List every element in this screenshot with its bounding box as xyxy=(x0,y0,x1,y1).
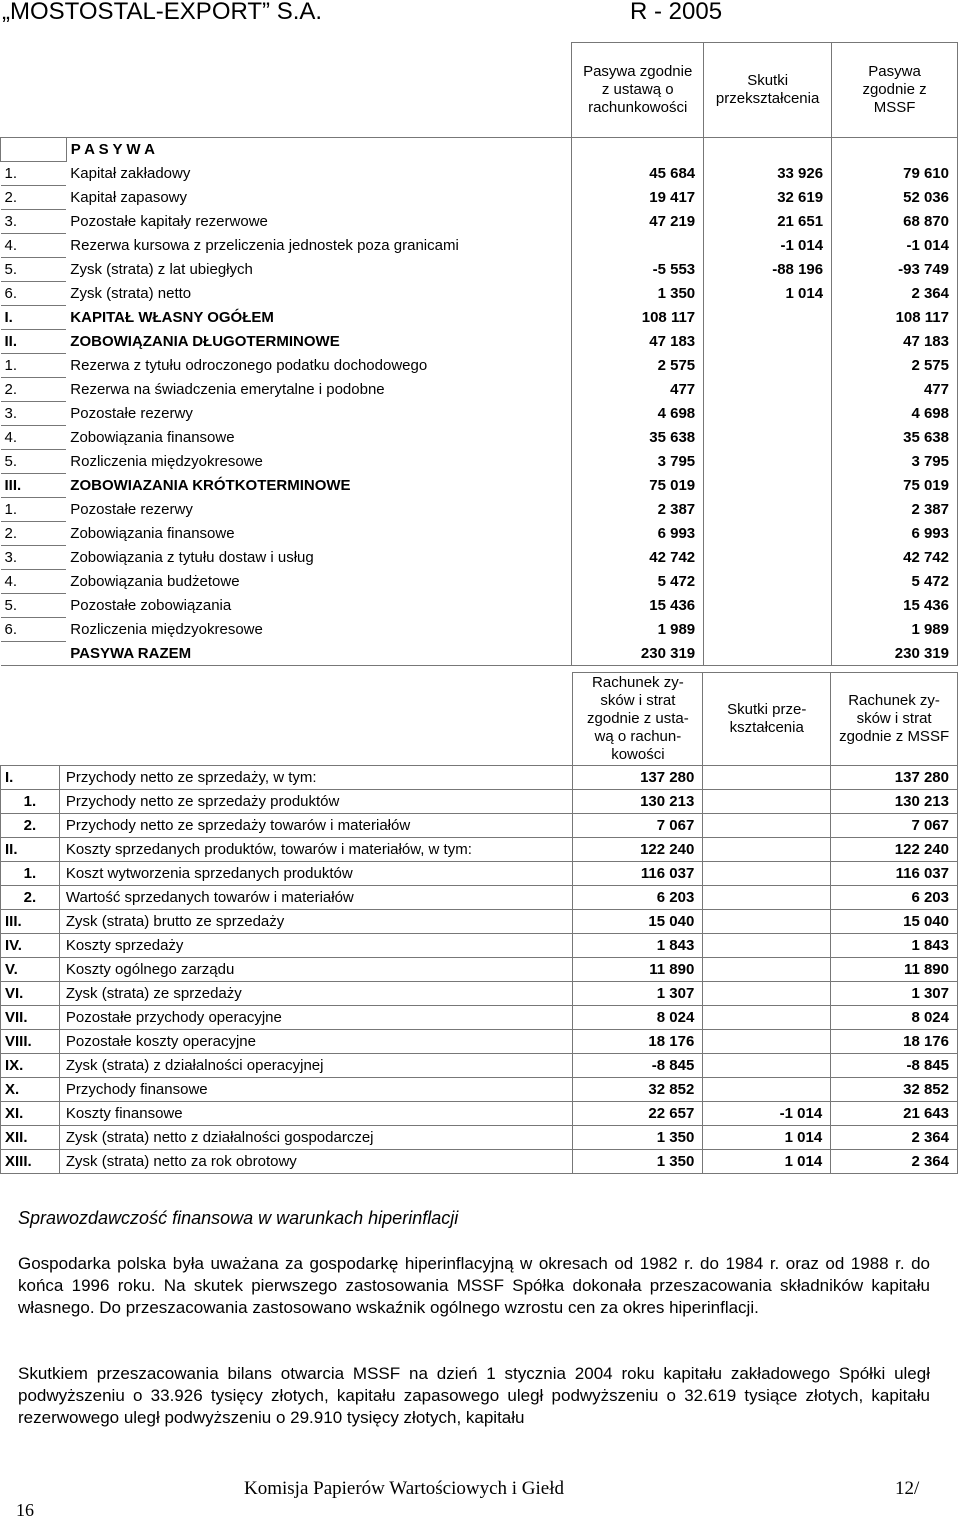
income-value-skutki xyxy=(703,934,831,958)
passive-row-number xyxy=(1,642,67,666)
income-table xyxy=(0,672,958,1174)
passive-row xyxy=(1,426,958,450)
passive-value-mssf: 2 575 xyxy=(832,354,958,378)
income-row-label: Wartość sprzedanych towarów i materiałów xyxy=(59,886,573,910)
passive-value-mssf: 42 742 xyxy=(832,546,958,570)
passive-row-number: 2. xyxy=(1,522,67,546)
passive-table xyxy=(0,42,958,666)
income-value-mssf: 130 213 xyxy=(831,790,958,814)
income-row-number: XI. xyxy=(1,1102,60,1126)
passive-row xyxy=(1,498,958,522)
income-value-mssf: 116 037 xyxy=(831,862,958,886)
passive-value-mssf: 2 364 xyxy=(832,282,958,306)
income-row xyxy=(1,886,958,910)
income-row-label: Zysk (strata) brutto ze sprzedaży xyxy=(59,910,573,934)
income-row-number: III. xyxy=(1,910,60,934)
passive-row xyxy=(1,570,958,594)
passive-value-mssf: 477 xyxy=(832,378,958,402)
income-row xyxy=(1,766,958,790)
passive-row-number: 3. xyxy=(1,546,67,570)
income-row xyxy=(1,1078,958,1102)
passive-row-number: 5. xyxy=(1,594,67,618)
passive-value-skutki xyxy=(704,618,832,642)
passive-value-skutki: -1 014 xyxy=(704,234,832,258)
income-row-number: VIII. xyxy=(1,1030,60,1054)
income-row-label: Przychody netto ze sprzedaży produktów xyxy=(59,790,573,814)
income-value-skutki xyxy=(703,1006,831,1030)
income-value-mssf: 21 643 xyxy=(831,1102,958,1126)
income-row xyxy=(1,1102,958,1126)
income-value-ustawa: 18 176 xyxy=(573,1030,703,1054)
passive-value-ustawa: 230 319 xyxy=(572,642,704,666)
passive-value-ustawa: 19 417 xyxy=(572,186,704,210)
passive-row-number: 1. xyxy=(1,498,67,522)
income-value-skutki xyxy=(703,886,831,910)
income-row-label: Zysk (strata) ze sprzedaży xyxy=(59,982,573,1006)
income-row-label: Koszty ogólnego zarządu xyxy=(59,958,573,982)
passive-value-skutki xyxy=(704,546,832,570)
passive-row-label: Rozliczenia międzyokresowe xyxy=(66,450,571,474)
passive-row-number: 6. xyxy=(1,618,67,642)
passive-value-mssf: 47 183 xyxy=(832,330,958,354)
footer-page-number: 12/ xyxy=(895,1478,920,1499)
passive-value-skutki xyxy=(704,450,832,474)
income-value-ustawa: 7 067 xyxy=(573,814,703,838)
passive-value-ustawa: 15 436 xyxy=(572,594,704,618)
passive-value-ustawa: 47 219 xyxy=(572,210,704,234)
passive-row-label: Kapitał zakładowy xyxy=(66,162,571,186)
passive-value-skutki xyxy=(704,594,832,618)
passive-row-number: 2. xyxy=(1,186,67,210)
income-row xyxy=(1,790,958,814)
passive-row xyxy=(1,618,958,642)
passive-value-mssf: 1 989 xyxy=(832,618,958,642)
passive-value-mssf: 4 698 xyxy=(832,402,958,426)
income-row-label: Zysk (strata) netto z działalności gospodarczej xyxy=(59,1126,573,1150)
passive-section-title: P A S Y W A xyxy=(66,138,571,162)
passive-value-ustawa: 47 183 xyxy=(572,330,704,354)
income-value-ustawa: 122 240 xyxy=(573,838,703,862)
passive-value-skutki xyxy=(704,642,832,666)
income-value-mssf: -8 845 xyxy=(831,1054,958,1078)
income-row xyxy=(1,1006,958,1030)
passive-value-skutki xyxy=(704,378,832,402)
passive-row-label: Zysk (strata) netto xyxy=(66,282,571,306)
passive-row-label: Pozostałe rezerwy xyxy=(66,402,571,426)
passive-row xyxy=(1,162,958,186)
income-row xyxy=(1,910,958,934)
income-row xyxy=(1,814,958,838)
passive-value-skutki xyxy=(704,570,832,594)
passive-row xyxy=(1,378,958,402)
income-row xyxy=(1,1054,958,1078)
income-value-skutki xyxy=(703,958,831,982)
income-value-ustawa: 32 852 xyxy=(573,1078,703,1102)
income-row-label: Zysk (strata) z działalności operacyjnej xyxy=(59,1054,573,1078)
income-value-ustawa: 1 350 xyxy=(573,1126,703,1150)
income-value-ustawa: 1 350 xyxy=(573,1150,703,1174)
income-value-skutki xyxy=(703,910,831,934)
passive-row xyxy=(1,474,958,498)
passive-row-number: 5. xyxy=(1,450,67,474)
passive-row-number: 3. xyxy=(1,402,67,426)
passive-value-mssf: 230 319 xyxy=(832,642,958,666)
income-value-ustawa: 130 213 xyxy=(573,790,703,814)
passive-row-number: 4. xyxy=(1,234,67,258)
income-row xyxy=(1,982,958,1006)
income-row-number: 2. xyxy=(1,814,60,838)
passive-row-label: Zobowiązania finansowe xyxy=(66,522,571,546)
income-value-mssf: 15 040 xyxy=(831,910,958,934)
passive-row-number: 6. xyxy=(1,282,67,306)
passive-row-label: Rezerwa na świadczenia emerytalne i podobne xyxy=(66,378,571,402)
income-row-number: IX. xyxy=(1,1054,60,1078)
passive-value-mssf: -1 014 xyxy=(832,234,958,258)
income-row-label: Koszt wytworzenia sprzedanych produktów xyxy=(59,862,573,886)
passive-row xyxy=(1,282,958,306)
income-row xyxy=(1,838,958,862)
passive-row-label: Rozliczenia międzyokresowe xyxy=(66,618,571,642)
passive-value-mssf: 6 993 xyxy=(832,522,958,546)
passive-row xyxy=(1,330,958,354)
passive-value-mssf: 5 472 xyxy=(832,570,958,594)
income-row xyxy=(1,1030,958,1054)
passive-value-ustawa: 1 989 xyxy=(572,618,704,642)
income-row xyxy=(1,1126,958,1150)
passive-value-ustawa xyxy=(572,234,704,258)
passive-value-ustawa: 42 742 xyxy=(572,546,704,570)
income-value-mssf: 8 024 xyxy=(831,1006,958,1030)
income-value-ustawa: 116 037 xyxy=(573,862,703,886)
passive-col-header-mssf: Pasywa zgodnie z MSSF xyxy=(832,43,958,138)
passive-value-ustawa: 4 698 xyxy=(572,402,704,426)
passive-row xyxy=(1,258,958,282)
passive-value-ustawa: 5 472 xyxy=(572,570,704,594)
passive-row xyxy=(1,402,958,426)
income-value-mssf: 122 240 xyxy=(831,838,958,862)
passive-value-skutki xyxy=(704,498,832,522)
passive-row-label: Pozostałe kapitały rezerwowe xyxy=(66,210,571,234)
footer-text: Komisja Papierów Wartościowych i Giełd xyxy=(244,1478,565,1499)
income-value-skutki xyxy=(703,1078,831,1102)
income-row xyxy=(1,862,958,886)
income-value-skutki xyxy=(703,814,831,838)
passive-value-ustawa: 108 117 xyxy=(572,306,704,330)
passive-row xyxy=(1,234,958,258)
income-value-mssf: 2 364 xyxy=(831,1150,958,1174)
passive-row-label: Pozostałe zobowiązania xyxy=(66,594,571,618)
income-value-mssf: 2 364 xyxy=(831,1126,958,1150)
income-row-number: VII. xyxy=(1,1006,60,1030)
income-row-label: Przychody finansowe xyxy=(59,1078,573,1102)
income-value-skutki: 1 014 xyxy=(703,1150,831,1174)
income-value-mssf: 1 307 xyxy=(831,982,958,1006)
paragraph-revaluation: Skutkiem przeszacowania bilans otwarcia MSSF na dzień 1 stycznia 2004 roku kapitału zakładowego Spółki uległ podwyższeniu o 33.926 tysięcy złotych, kapitału zapasowego uległ podwyższeniu o 32.619 tysiące złotych, kapitału rezerwowego uległ podwyższeniu o 29.910 tysięcy złotych, kapitału xyxy=(18,1364,930,1427)
passive-value-ustawa: 45 684 xyxy=(572,162,704,186)
passive-row xyxy=(1,450,958,474)
passive-value-mssf: 3 795 xyxy=(832,450,958,474)
passive-value-mssf: 2 387 xyxy=(832,498,958,522)
income-row-number: XII. xyxy=(1,1126,60,1150)
passive-row-number: 1. xyxy=(1,162,67,186)
passive-row-label: PASYWA RAZEM xyxy=(66,642,571,666)
passive-row-label: KAPITAŁ WŁASNY OGÓŁEM xyxy=(66,306,571,330)
income-value-ustawa: 22 657 xyxy=(573,1102,703,1126)
section-title: Sprawozdawczość finansowa w warunkach hiperinflacji xyxy=(18,1208,459,1228)
report-code: R - 2005 xyxy=(630,0,723,25)
passive-value-skutki: -88 196 xyxy=(704,258,832,282)
income-value-ustawa: 15 040 xyxy=(573,910,703,934)
passive-value-mssf: 79 610 xyxy=(832,162,958,186)
income-value-skutki xyxy=(703,862,831,886)
income-value-ustawa: 137 280 xyxy=(573,766,703,790)
passive-row-label: Zysk (strata) z lat ubiegłych xyxy=(66,258,571,282)
income-row-number: X. xyxy=(1,1078,60,1102)
income-row-number: 2. xyxy=(1,886,60,910)
income-value-skutki: 1 014 xyxy=(703,1126,831,1150)
income-value-mssf: 1 843 xyxy=(831,934,958,958)
passive-value-skutki xyxy=(704,522,832,546)
passive-value-skutki: 1 014 xyxy=(704,282,832,306)
page-total: 16 xyxy=(16,1500,34,1520)
income-value-skutki xyxy=(703,1030,831,1054)
passive-value-ustawa: -5 553 xyxy=(572,258,704,282)
income-value-skutki xyxy=(703,766,831,790)
passive-value-skutki xyxy=(704,402,832,426)
income-row-number: XIII. xyxy=(1,1150,60,1174)
passive-value-skutki xyxy=(704,426,832,450)
income-value-mssf: 11 890 xyxy=(831,958,958,982)
passive-row-number: 2. xyxy=(1,378,67,402)
income-row-label: Pozostałe przychody operacyjne xyxy=(59,1006,573,1030)
passive-row-label: Rezerwa kursowa z przeliczenia jednostek poza granicami xyxy=(66,234,571,258)
income-row-number: II. xyxy=(1,838,60,862)
income-value-skutki xyxy=(703,982,831,1006)
passive-value-mssf: 75 019 xyxy=(832,474,958,498)
income-col-header-ustawa: Rachunek zy-sków i strat zgodnie z usta-wą o rachun-kowości xyxy=(573,673,703,766)
passive-value-mssf: 52 036 xyxy=(832,186,958,210)
passive-row-label: Zobowiązania budżetowe xyxy=(66,570,571,594)
income-row-label: Koszty sprzedanych produktów, towarów i materiałów, w tym: xyxy=(59,838,573,862)
income-value-mssf: 32 852 xyxy=(831,1078,958,1102)
income-value-skutki xyxy=(703,838,831,862)
passive-row xyxy=(1,186,958,210)
income-row-number: V. xyxy=(1,958,60,982)
passive-value-mssf: 68 870 xyxy=(832,210,958,234)
passive-value-mssf: -93 749 xyxy=(832,258,958,282)
income-value-mssf: 7 067 xyxy=(831,814,958,838)
passive-row xyxy=(1,354,958,378)
passive-value-skutki: 33 926 xyxy=(704,162,832,186)
income-row-number: 1. xyxy=(1,790,60,814)
income-col-header-skutki: Skutki prze-kształcenia xyxy=(703,673,831,766)
passive-row-number: II. xyxy=(1,330,67,354)
passive-row-label: Zobowiązania z tytułu dostaw i usług xyxy=(66,546,571,570)
passive-row-number: 3. xyxy=(1,210,67,234)
income-col-header-mssf: Rachunek zy-sków i strat zgodnie z MSSF xyxy=(831,673,958,766)
income-value-ustawa: -8 845 xyxy=(573,1054,703,1078)
income-value-mssf: 6 203 xyxy=(831,886,958,910)
income-value-ustawa: 8 024 xyxy=(573,1006,703,1030)
passive-row-number: 1. xyxy=(1,354,67,378)
income-row-label: Zysk (strata) netto za rok obrotowy xyxy=(59,1150,573,1174)
income-row-label: Koszty finansowe xyxy=(59,1102,573,1126)
income-value-mssf: 137 280 xyxy=(831,766,958,790)
passive-value-skutki xyxy=(704,306,832,330)
income-value-ustawa: 1 843 xyxy=(573,934,703,958)
passive-value-skutki xyxy=(704,330,832,354)
passive-row-label: Pozostałe rezerwy xyxy=(66,498,571,522)
income-value-mssf: 18 176 xyxy=(831,1030,958,1054)
income-row-number: VI. xyxy=(1,982,60,1006)
income-value-skutki xyxy=(703,1054,831,1078)
passive-row xyxy=(1,306,958,330)
passive-value-mssf: 35 638 xyxy=(832,426,958,450)
passive-row xyxy=(1,642,958,666)
income-value-skutki xyxy=(703,790,831,814)
income-row-number: I. xyxy=(1,766,60,790)
passive-row-number: I. xyxy=(1,306,67,330)
income-row-number: IV. xyxy=(1,934,60,958)
passive-row xyxy=(1,522,958,546)
passive-value-ustawa: 35 638 xyxy=(572,426,704,450)
passive-row-number: 4. xyxy=(1,426,67,450)
passive-row-label: ZOBOWIAZANIA KRÓTKOTERMINOWE xyxy=(66,474,571,498)
income-value-ustawa: 1 307 xyxy=(573,982,703,1006)
passive-value-ustawa: 1 350 xyxy=(572,282,704,306)
passive-row-number: III. xyxy=(1,474,67,498)
income-value-ustawa: 6 203 xyxy=(573,886,703,910)
passive-value-mssf: 15 436 xyxy=(832,594,958,618)
passive-row-number: 4. xyxy=(1,570,67,594)
passive-row-label: Kapitał zapasowy xyxy=(66,186,571,210)
income-value-ustawa: 11 890 xyxy=(573,958,703,982)
income-row xyxy=(1,958,958,982)
passive-row xyxy=(1,594,958,618)
passive-row xyxy=(1,210,958,234)
passive-row-label: Rezerwa z tytułu odroczonego podatku dochodowego xyxy=(66,354,571,378)
passive-value-ustawa: 6 993 xyxy=(572,522,704,546)
passive-row xyxy=(1,546,958,570)
passive-row-number: 5. xyxy=(1,258,67,282)
passive-value-ustawa: 2 575 xyxy=(572,354,704,378)
income-row-label: Przychody netto ze sprzedaży towarów i materiałów xyxy=(59,814,573,838)
income-row-label: Koszty sprzedaży xyxy=(59,934,573,958)
passive-value-skutki: 32 619 xyxy=(704,186,832,210)
passive-col-header-skutki: Skutki przekształcenia xyxy=(704,43,832,138)
passive-value-ustawa: 3 795 xyxy=(572,450,704,474)
paragraph-hyperinflation: Gospodarka polska była uważana za gospodarkę hiperinflacyjną w okresach od 1982 r. do 1984 r. oraz od 1988 r. do końca 1996 roku. Na skutek pierwszego zastosowania MSSF Spółka dokonała przeszacowania składników kapitału własnego. Do przeszacowania zastosowano wskaźnik ogólnego wzrostu cen za okres hiperinflacji. xyxy=(18,1254,930,1317)
income-row-number: 1. xyxy=(1,862,60,886)
passive-row-label: ZOBOWIĄZANIA DŁUGOTERMINOWE xyxy=(66,330,571,354)
passive-value-ustawa: 2 387 xyxy=(572,498,704,522)
passive-value-skutki xyxy=(704,354,832,378)
income-row-label: Przychody netto ze sprzedaży, w tym: xyxy=(59,766,573,790)
income-row-label: Pozostałe koszty operacyjne xyxy=(59,1030,573,1054)
income-row xyxy=(1,934,958,958)
passive-col-header-ustawa: Pasywa zgodnie z ustawą o rachunkowości xyxy=(572,43,704,138)
company-name: „MOSTOSTAL-EXPORT” S.A. xyxy=(2,0,323,25)
passive-value-skutki: 21 651 xyxy=(704,210,832,234)
passive-value-ustawa: 477 xyxy=(572,378,704,402)
income-row xyxy=(1,1150,958,1174)
passive-row-label: Zobowiązania finansowe xyxy=(66,426,571,450)
passive-value-ustawa: 75 019 xyxy=(572,474,704,498)
passive-value-skutki xyxy=(704,474,832,498)
passive-value-mssf: 108 117 xyxy=(832,306,958,330)
income-value-skutki: -1 014 xyxy=(703,1102,831,1126)
